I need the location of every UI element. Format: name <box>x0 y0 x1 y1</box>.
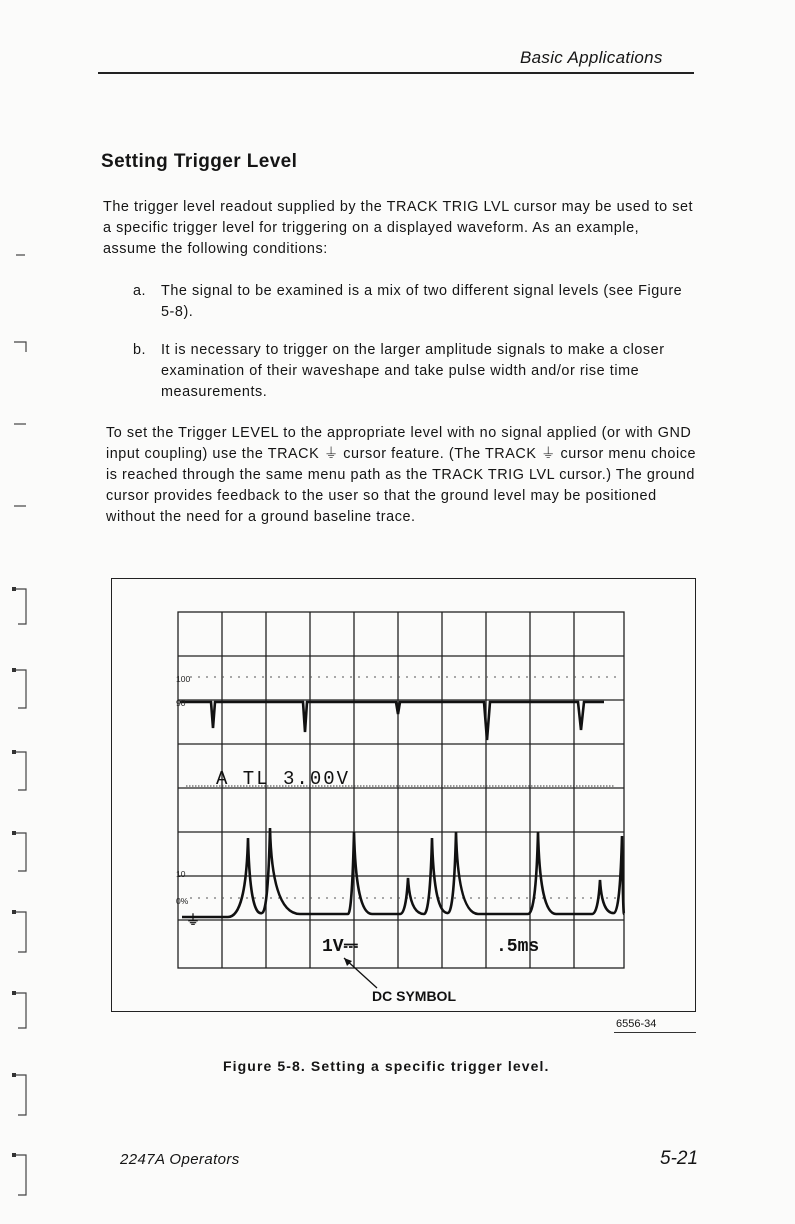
condition-marker: b. <box>133 342 147 358</box>
condition-text: It is necessary to trigger on the larger amplitude signals to make a closer examination of their waveshape and take pulse width and/or rise time measurements. <box>161 342 665 400</box>
figure-number-rule <box>614 1032 696 1033</box>
ground-marker-icon: ⏚ <box>186 912 200 928</box>
intro-paragraph: The trigger level readout supplied by the TRACK TRIG LVL cursor may be used to set a specific trigger level for triggering on a displayed waveform. As an example, assume the following conditions: <box>103 199 694 257</box>
time-per-division-readout: .5ms <box>496 937 540 957</box>
scale-0-label: 0% <box>176 896 189 906</box>
scale-90-label: 90 <box>176 698 186 708</box>
procedure-paragraph: To set the Trigger LEVEL to the appropriate level with no signal applied (or with GND input coupling) use the TRACK ⏚ cursor feature. (The TRACK ⏚ cursor menu choice is reached through the same menu path as the TRACK TRIG LVL cursor.) The ground cursor provides feedback to the user so that the ground level may be positioned without the need for a ground baseline trace. <box>106 425 696 525</box>
condition-marker: a. <box>133 283 147 299</box>
dc-symbol-callout: DC SYMBOL <box>372 988 456 1004</box>
large-pulse-trace <box>180 702 604 740</box>
scale-10-label: 10 <box>176 869 186 879</box>
figure-number: 6556-34 <box>616 1018 657 1030</box>
section-title: Setting Trigger Level <box>101 151 298 172</box>
footer-page-number: 5-21 <box>660 1148 699 1169</box>
figure-caption: Figure 5-8. Setting a specific trigger level. <box>223 1058 550 1074</box>
running-head: Basic Applications <box>520 48 663 67</box>
footer-manual-title: 2247A Operators <box>120 1151 240 1168</box>
mixed-signal-trace <box>182 828 624 917</box>
trigger-level-readout: A TL 3.00V <box>216 768 351 790</box>
scale-100-label: 100 <box>176 674 191 684</box>
volts-per-division-readout: 1V⎓ <box>322 937 358 957</box>
condition-text: The signal to be examined is a mix of two different signal levels (see Figure 5-8). <box>161 283 683 320</box>
